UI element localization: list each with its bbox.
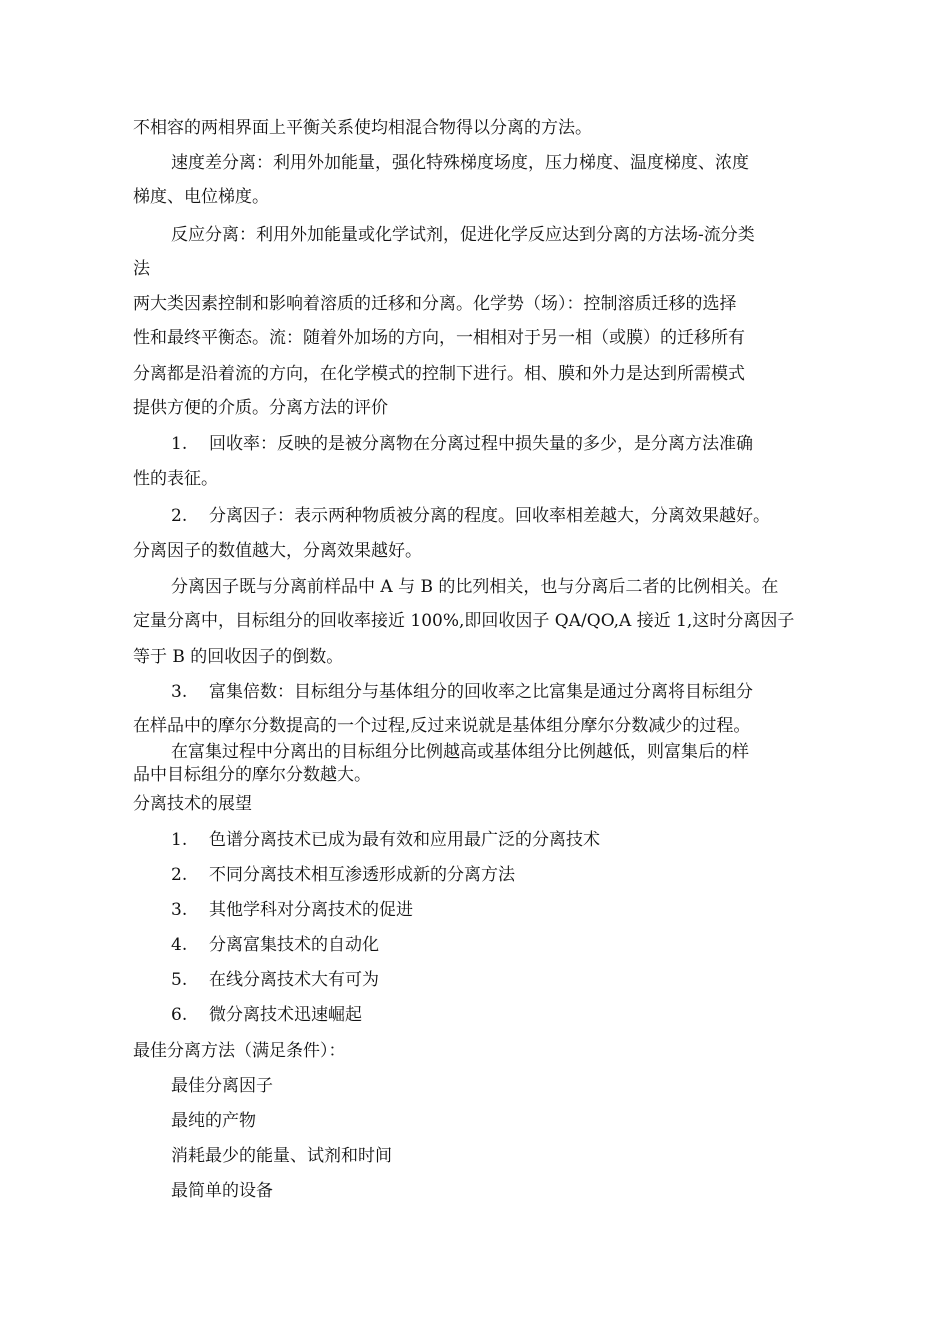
numbered-line	[171, 505, 770, 527]
list-text: 回收率：反映的是被分离物在分离过程中损失量的多少，是分离方法准确	[209, 434, 753, 454]
section-heading: 最佳分离方法（满足条件）：	[133, 1041, 346, 1061]
numbered-line	[171, 681, 753, 703]
numbered-line	[171, 899, 413, 921]
paragraph-line: 分离因子的数值越大，分离效果越好。	[133, 541, 422, 561]
list-number: 4.	[171, 935, 188, 955]
paragraph-line: 性的表征。	[133, 469, 218, 489]
list-text: 其他学科对分离技术的促进	[209, 900, 413, 920]
list-number: 3.	[171, 682, 188, 702]
numbered-line	[171, 1004, 362, 1026]
paragraph-line: 在样品中的摩尔分数提高的一个过程,反过来说就是基体组分摩尔分数减少的过程。	[133, 716, 751, 736]
paragraph-line: 性和最终平衡态。流：随着外加场的方向，一相相对于另一相（或膜）的迁移所有	[133, 328, 745, 348]
list-text: 微分离技术迅速崛起	[209, 1005, 362, 1025]
list-text: 在线分离技术大有可为	[209, 970, 379, 990]
paragraph-line: 不相容的两相界面上平衡关系使均相混合物得以分离的方法。	[133, 118, 592, 138]
list-number: 1.	[171, 434, 188, 454]
numbered-line	[171, 934, 379, 956]
list-number: 6.	[171, 1005, 188, 1025]
paragraph-line: 反应分离：利用外加能量或化学试剂，促进化学反应达到分离的方法场-流分类	[171, 225, 755, 245]
section-heading: 分离技术的展望	[133, 794, 252, 814]
list-number: 1.	[171, 830, 188, 850]
list-number: 3.	[171, 900, 188, 920]
paragraph-line: 品中目标组分的摩尔分数越大。	[133, 765, 371, 785]
list-text: 不同分离技术相互渗透形成新的分离方法	[209, 865, 515, 885]
paragraph-line: 定量分离中，目标组分的回收率接近 100%,即回收因子 QA/QO,A 接近 1,这时分离因子	[133, 611, 795, 631]
list-item: 最纯的产物	[171, 1111, 256, 1131]
list-number: 2.	[171, 506, 188, 526]
paragraph-line: 等于 B 的回收因子的倒数。	[133, 647, 344, 667]
paragraph-line: 梯度、电位梯度。	[133, 187, 269, 207]
list-item: 最简单的设备	[171, 1181, 273, 1201]
paragraph-line: 分离因子既与分离前样品中 A 与 B 的比列相关，也与分离后二者的比例相关。在	[171, 577, 779, 597]
paragraph-line: 两大类因素控制和影响着溶质的迁移和分离。化学势（场）：控制溶质迁移的选择	[133, 294, 737, 314]
numbered-line	[171, 864, 515, 886]
paragraph-line: 法	[133, 259, 150, 279]
list-number: 5.	[171, 970, 188, 990]
paragraph-line: 分离都是沿着流的方向，在化学模式的控制下进行。相、膜和外力是达到所需模式	[133, 364, 745, 384]
numbered-line	[171, 433, 753, 455]
paragraph-line: 速度差分离：利用外加能量，强化特殊梯度场度，压力梯度、温度梯度、浓度	[171, 153, 749, 173]
list-text: 分离因子：表示两种物质被分离的程度。回收率相差越大，分离效果越好。	[209, 506, 770, 526]
paragraph-line: 在富集过程中分离出的目标组分比例越高或基体组分比例越低，则富集后的样	[171, 742, 749, 762]
list-text: 分离富集技术的自动化	[209, 935, 379, 955]
numbered-line	[171, 829, 600, 851]
paragraph-line: 提供方便的介质。分离方法的评价	[133, 398, 388, 418]
list-number: 2.	[171, 865, 188, 885]
list-text: 色谱分离技术已成为最有效和应用最广泛的分离技术	[209, 830, 600, 850]
numbered-line	[171, 969, 379, 991]
list-item: 消耗最少的能量、试剂和时间	[171, 1146, 392, 1166]
list-item: 最佳分离因子	[171, 1076, 273, 1096]
list-text: 富集倍数：目标组分与基体组分的回收率之比富集是通过分离将目标组分	[209, 682, 753, 702]
